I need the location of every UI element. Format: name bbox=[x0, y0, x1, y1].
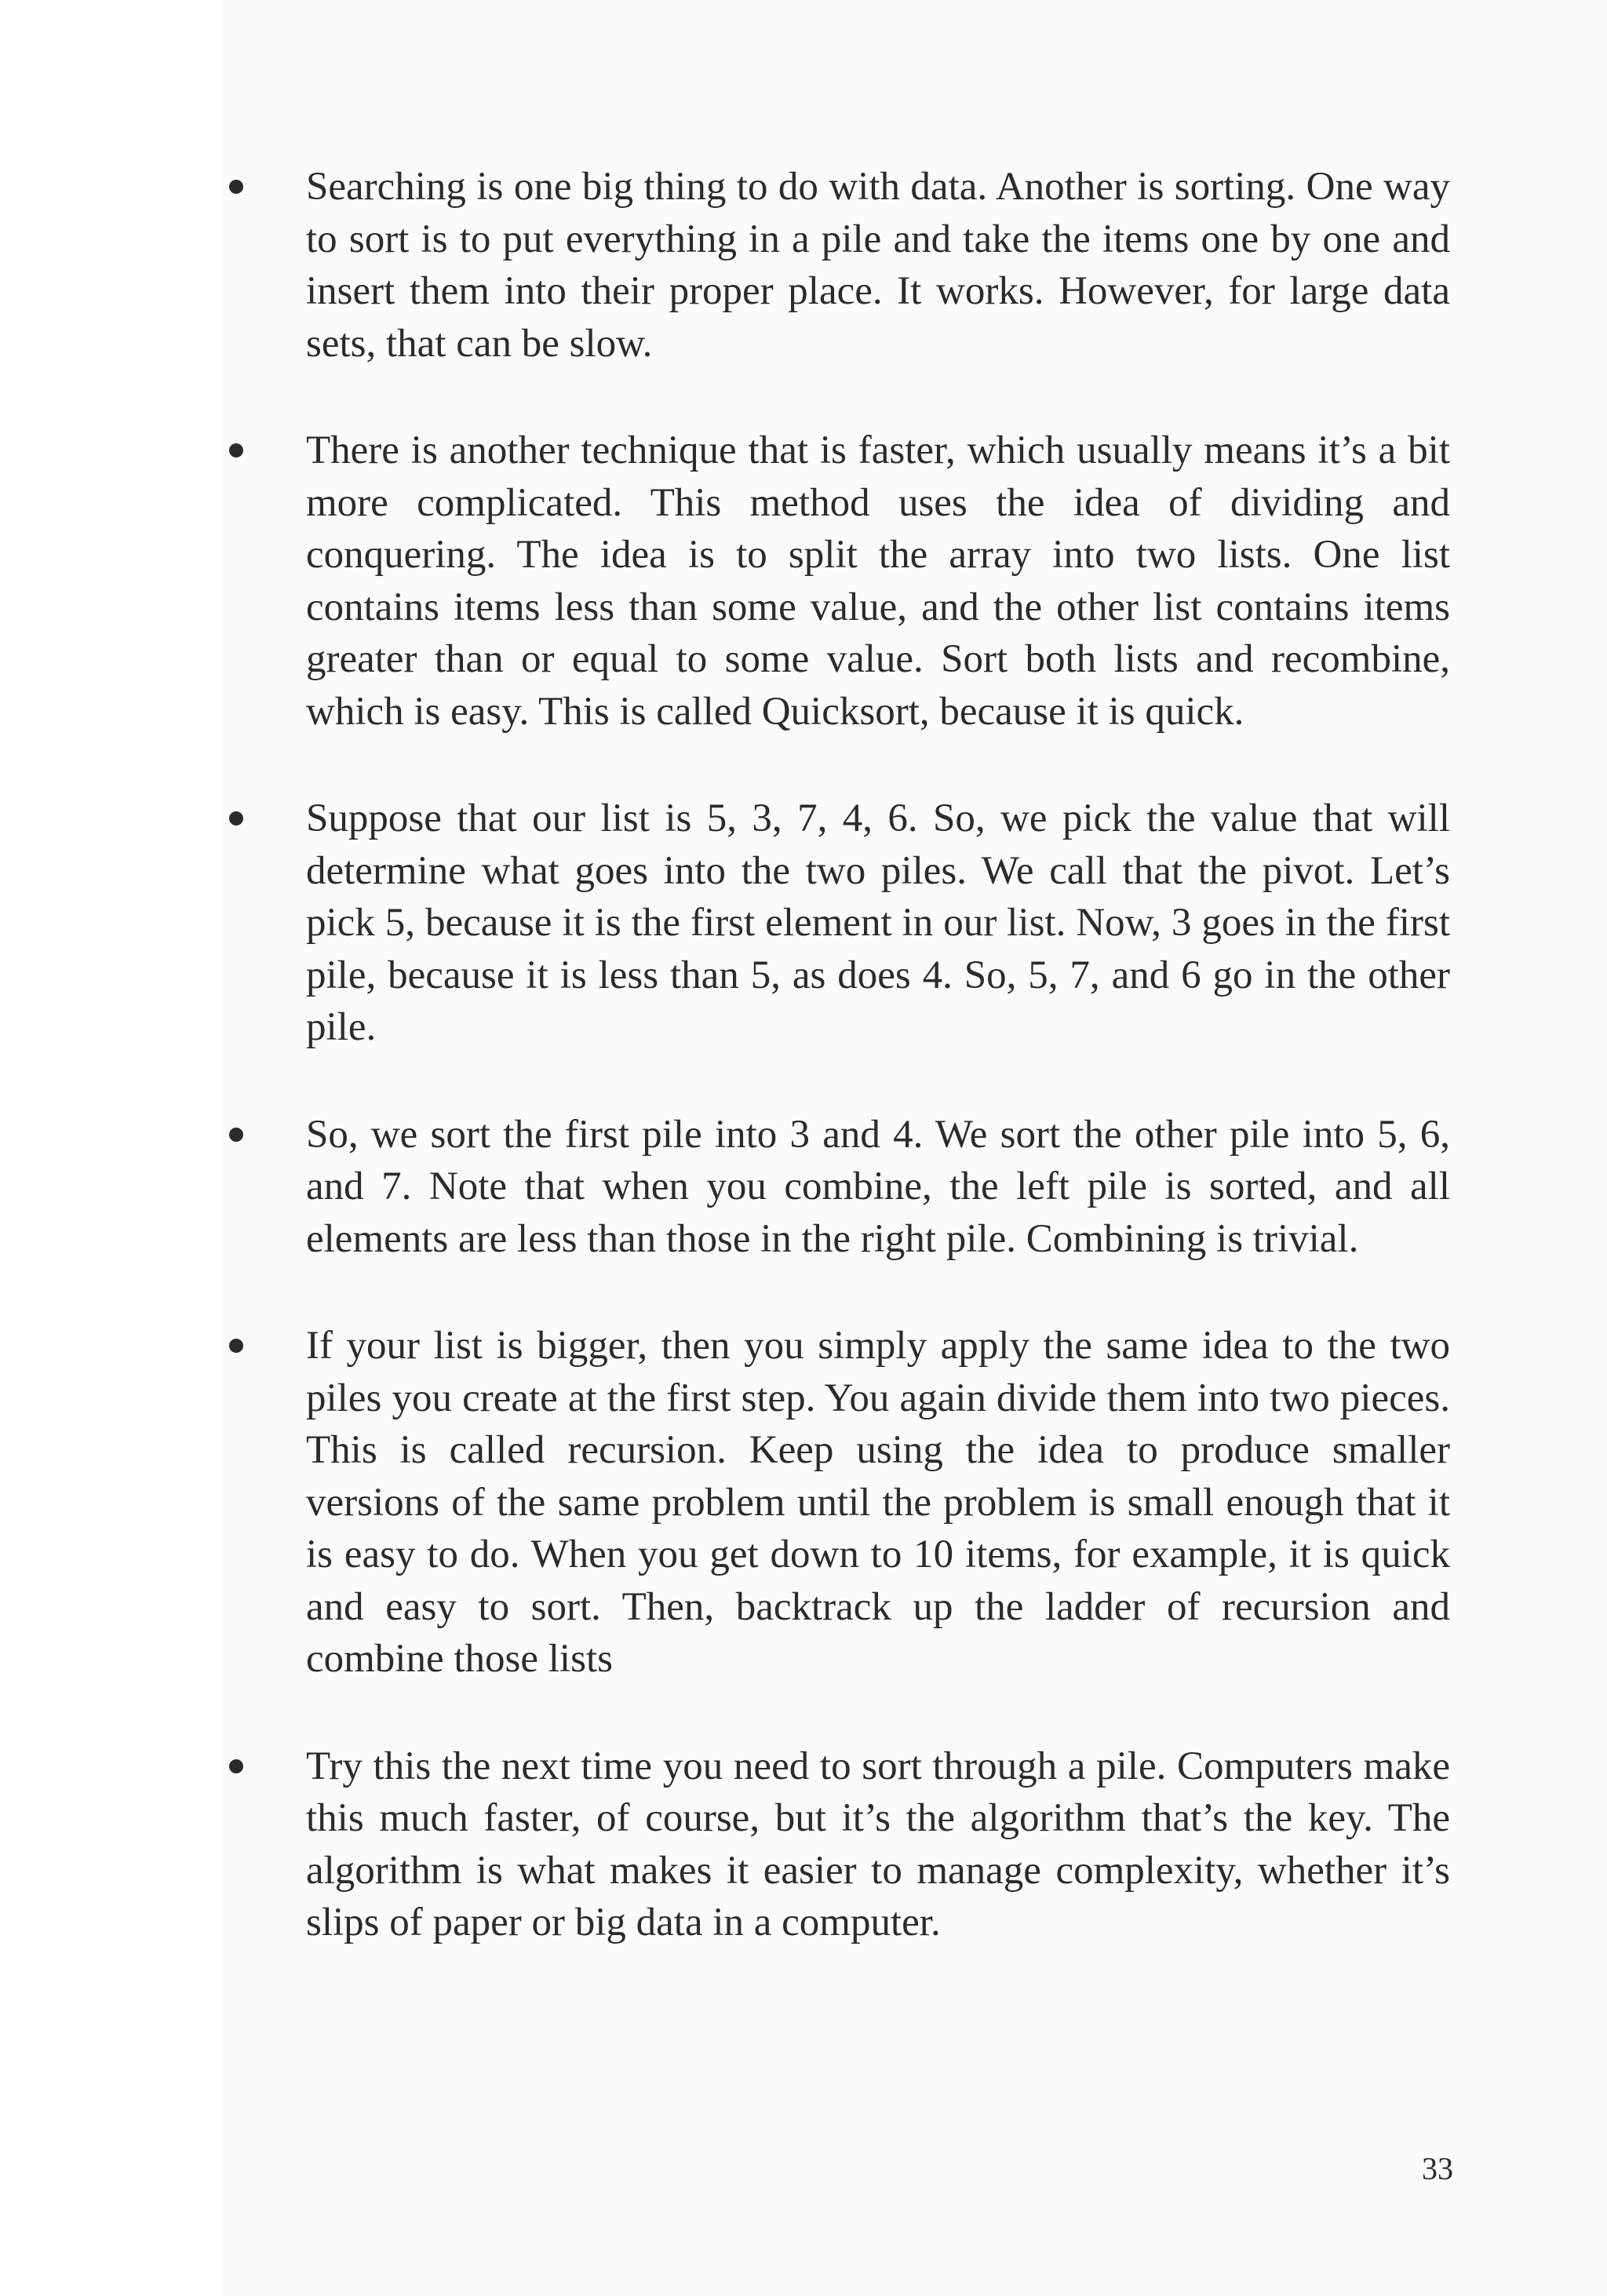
bullet-text: Searching is one big thing to do with data. Another is sorting. One way to sort is to put everything in a pile and take the items one by one and insert them into their proper place. It works. However, for large data sets, that can be slow. bbox=[306, 165, 1450, 366]
bullet-text: There is another technique that is faster, which usually means it’s a bit more complicated. This method uses the idea of dividing and conquering. The idea is to split the array into two lists. One list contains items less than some value, and the other list contains items greater than or equal to some value. Sort both lists and recombine, which is easy. This is called Quicksort, because it is quick. bbox=[306, 428, 1450, 734]
bullet-text: So, we sort the first pile into 3 and 4. We sort the other pile into 5, 6, and 7. Note that when you combine, the left pile is sorted, and all elements are less than those in the right pile. Combining is trivial. bbox=[306, 1112, 1450, 1261]
bullet-text: If your list is bigger, then you simply apply the same idea to the two piles you create at the first step. You again divide them into two pieces. This is called recursion. Keep using the idea to produce smaller versions of the same problem until the problem is small enough that it is easy to do. When you get down to 10 items, for example, it is quick and easy to sort. Then, backtrack up the ladder of recursion and combine those lists bbox=[306, 1324, 1450, 1681]
bullet-dot-icon bbox=[229, 811, 243, 825]
bullet-item bbox=[221, 793, 1450, 1054]
bullet-dot-icon bbox=[229, 1759, 243, 1773]
bullet-item bbox=[221, 161, 1450, 370]
bullet-dot-icon bbox=[229, 1339, 243, 1353]
bullet-text: Try this the next time you need to sort through a pile. Computers make this much faster, of course, but it’s the algorithm that’s the key. The algorithm is what makes it easier to manage complexity, whether it’s slips of paper or big data in a computer. bbox=[306, 1744, 1450, 1944]
bullet-item bbox=[221, 1740, 1450, 1949]
bullet-item bbox=[221, 1109, 1450, 1266]
bullet-dot-icon bbox=[229, 180, 243, 194]
bullet-list bbox=[221, 161, 1450, 2004]
page-number: 33 bbox=[1422, 2151, 1453, 2186]
bullet-dot-icon bbox=[229, 1128, 243, 1142]
bullet-dot-icon bbox=[229, 443, 243, 457]
bullet-text: Suppose that our list is 5, 3, 7, 4, 6. So, we pick the value that will determine what goes into the two piles. We call that the pivot. Let’s pick 5, because it is the first element in our list. Now, 3 goes in the first pile, because it is less than 5, as does 4. So, 5, 7, and 6 go in the other pile. bbox=[306, 796, 1450, 1049]
bullet-item bbox=[221, 1320, 1450, 1686]
bullet-item bbox=[221, 425, 1450, 738]
